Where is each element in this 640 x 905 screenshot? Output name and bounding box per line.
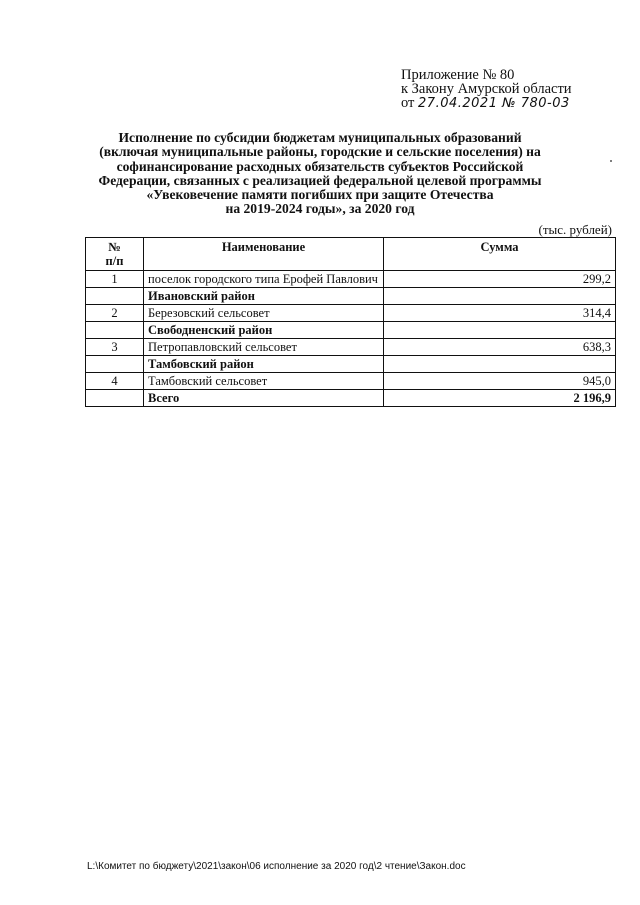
row-number: 3 xyxy=(86,339,144,356)
header-number xyxy=(86,238,144,271)
table-row xyxy=(86,373,616,390)
district-empty-cell xyxy=(86,288,144,305)
header-number-abbrev: п/п xyxy=(105,254,124,268)
district-row xyxy=(86,356,616,373)
district-name: Ивановский район xyxy=(144,288,384,305)
total-empty-cell xyxy=(86,390,144,407)
row-name: Тамбовский сельсовет xyxy=(144,373,384,390)
title-line: (включая муниципальные районы, городские и сельские поселения) на xyxy=(99,144,541,160)
row-sum: 638,3 xyxy=(384,339,616,356)
table-row xyxy=(86,339,616,356)
row-sum: 299,2 xyxy=(384,271,616,288)
table-header-row xyxy=(86,238,616,271)
file-path-footer: L:\Комитет по бюджету\2021\закон\06 исполнение за 2020 год\2 чтение\Закон.doc xyxy=(87,861,466,872)
document-title xyxy=(96,131,544,217)
scan-speck xyxy=(610,160,612,162)
title-line: на 2019-2024 годы», за 2020 год xyxy=(225,201,415,217)
row-name: Березовский сельсовет xyxy=(144,305,384,322)
appendix-law-reference: к Закону Амурской области xyxy=(401,81,572,97)
header-name: Наименование xyxy=(144,238,384,271)
header-number-symbol: № xyxy=(108,240,121,254)
district-name: Тамбовский район xyxy=(144,356,384,373)
row-number: 2 xyxy=(86,305,144,322)
district-empty-cell xyxy=(86,322,144,339)
title-line: Исполнение по субсидии бюджетам муниципальных образований xyxy=(118,130,522,145)
row-name: поселок городского типа Ерофей Павлович xyxy=(144,271,384,288)
district-empty-cell xyxy=(86,356,144,373)
district-empty-cell xyxy=(384,322,616,339)
district-row xyxy=(86,322,616,339)
row-number: 4 xyxy=(86,373,144,390)
district-empty-cell xyxy=(384,356,616,373)
appendix-date-prefix: от xyxy=(401,95,415,111)
row-name: Петропавловский сельсовет xyxy=(144,339,384,356)
header-sum: Сумма xyxy=(384,238,616,271)
title-line: «Увековечение памяти погибших при защите Отечества xyxy=(146,187,494,203)
row-sum: 314,4 xyxy=(384,305,616,322)
row-number: 1 xyxy=(86,271,144,288)
units-label: (тыс. рублей) xyxy=(538,222,612,237)
title-line: софинансирование расходных обязательств субъектов Российской xyxy=(116,158,524,174)
district-empty-cell xyxy=(384,288,616,305)
budget-table xyxy=(85,237,616,407)
appendix-date-line xyxy=(401,96,631,111)
row-sum: 945,0 xyxy=(384,373,616,390)
handwritten-date-number: 27.04.2021 № 780-03 xyxy=(418,96,570,111)
district-row xyxy=(86,288,616,305)
total-sum: 2 196,9 xyxy=(384,390,616,407)
appendix-header xyxy=(401,68,631,111)
total-row xyxy=(86,390,616,407)
table-row xyxy=(86,305,616,322)
title-line: Федерации, связанных с реализацией федеральной целевой программы xyxy=(98,172,542,188)
table-row xyxy=(86,271,616,288)
total-label: Всего xyxy=(144,390,384,407)
appendix-number: Приложение № 80 xyxy=(401,67,515,83)
district-name: Свободненский район xyxy=(144,322,384,339)
